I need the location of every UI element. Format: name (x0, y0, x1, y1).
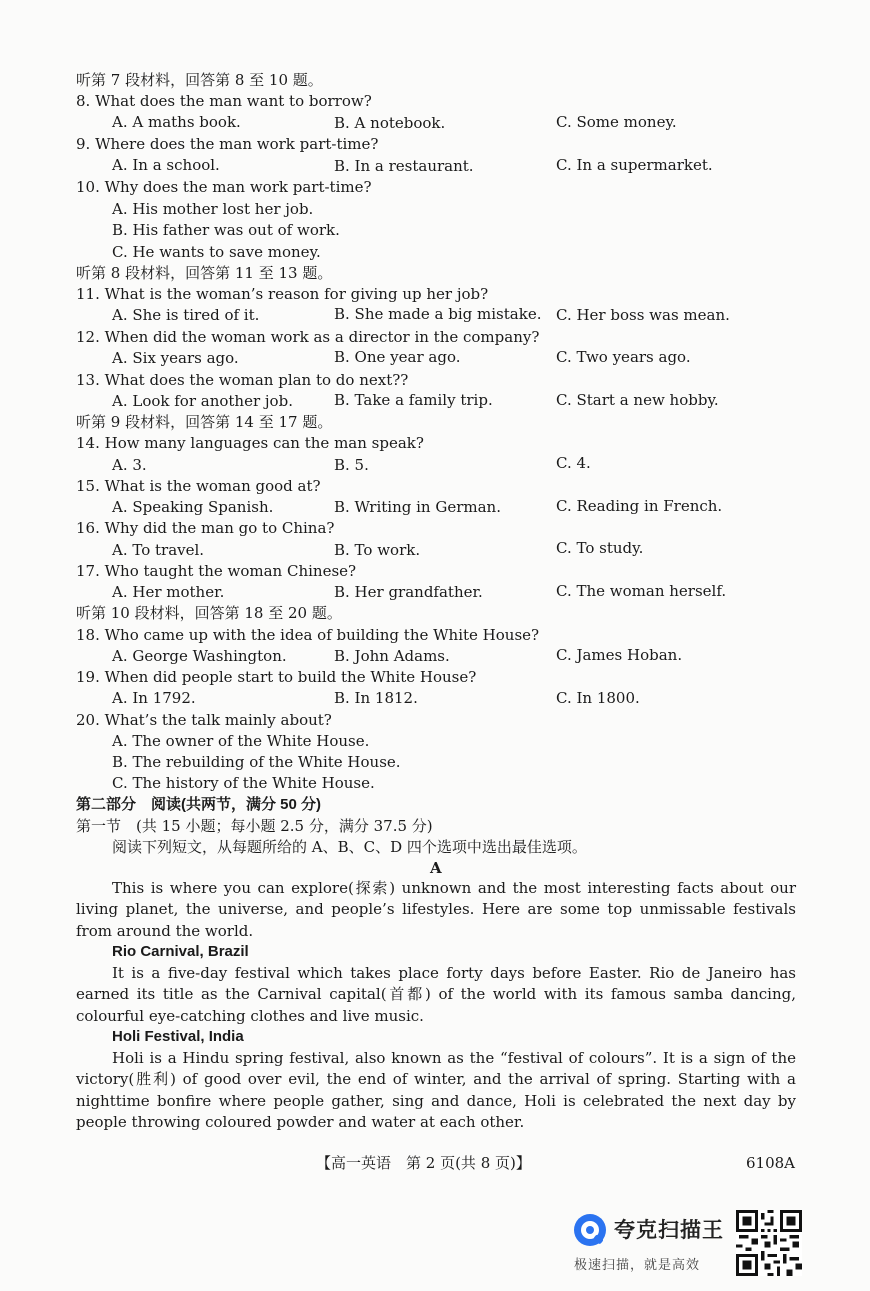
q9-option-b: B. In a restaurant. (334, 157, 474, 175)
q10-option-c: C. He wants to save money. (112, 243, 321, 261)
question-18: 18. Who came up with the idea of building the White House? (76, 626, 540, 644)
q14-option-c: C. 4. (556, 454, 591, 472)
intro-text: This is where you can explore(探索) unknown and the most interesting facts about our living planet, the universe, and people’s lifestyles. Here are some top unmissable festivals from around the world. (76, 879, 796, 940)
scanner-slogan: 极速扫描，就是高效 (574, 1258, 701, 1273)
q14-option-b: B. 5. (334, 456, 369, 474)
question-9: 9. Where does the man work part-time? (76, 135, 379, 153)
question-10: 10. Why does the man work part-time? (76, 178, 372, 196)
q9-option-c: C. In a supermarket. (556, 156, 713, 174)
q18-option-a: A. George Washington. (112, 647, 287, 665)
q15-option-b: B. Writing in German. (334, 498, 501, 516)
holi-festival-title: Holi Festival, India (112, 1028, 244, 1045)
q13-option-b: B. Take a family trip. (334, 391, 493, 409)
q18-option-c: C. James Hoban. (556, 646, 683, 664)
passage-label: A (430, 859, 442, 877)
scanner-watermark (572, 1210, 804, 1280)
q10-option-a: A. His mother lost her job. (112, 200, 314, 218)
q15-option-c: C. Reading in French. (556, 497, 723, 515)
rio-carnival-title: Rio Carnival, Brazil (112, 943, 249, 960)
q13-option-a: A. Look for another job. (112, 392, 293, 410)
q19-option-b: B. In 1812. (334, 689, 418, 707)
q16-option-c: C. To study. (556, 539, 644, 557)
q20-option-b: B. The rebuilding of the White House. (112, 753, 401, 771)
q15-option-a: A. Speaking Spanish. (112, 498, 274, 516)
q17-option-a: A. Her mother. (112, 583, 225, 601)
rio-carnival-paragraph (76, 963, 796, 1027)
q13-option-c: C. Start a new hobby. (556, 391, 719, 409)
q8-option-a: A. A maths book. (112, 113, 241, 131)
question-17: 17. Who taught the woman Chinese? (76, 562, 357, 580)
reading-instruction: 阅读下列短文，从每题所给的 A、B、C、D 四个选项中选出最佳选项。 (112, 838, 587, 856)
q8-option-b: B. A notebook. (334, 114, 446, 132)
question-15: 15. What is the woman good at? (76, 477, 321, 495)
q16-option-a: A. To travel. (112, 541, 205, 559)
holi-festival-paragraph (76, 1048, 796, 1133)
q20-option-c: C. The history of the White House. (112, 774, 375, 792)
section-8-heading: 听第 8 段材料，回答第 11 至 13 题。 (76, 264, 333, 282)
section-1-heading: 第一节 (共 15 小题；每小题 2.5 分，满分 37.5 分) (76, 817, 433, 835)
question-19: 19. When did people start to build the White House? (76, 668, 477, 686)
intro-paragraph (76, 878, 796, 942)
section-9-heading: 听第 9 段材料，回答第 14 至 17 题。 (76, 413, 333, 431)
q17-option-c: C. The woman herself. (556, 582, 727, 600)
q19-option-a: A. In 1792. (112, 689, 196, 707)
question-12: 12. When did the woman work as a director in the company? (76, 328, 540, 346)
q17-option-b: B. Her grandfather. (334, 583, 483, 601)
question-8: 8. What does the man want to borrow? (76, 92, 372, 110)
rio-carnival-text: It is a five-day festival which takes place forty days before Easter. Rio de Janeiro has earned its title as the Carnival capital(首都) of the world with its famous samba dancing, colourful eye-catching clothes and live music. (76, 964, 796, 1025)
q19-option-c: C. In 1800. (556, 689, 640, 707)
paper-code: 6108A (746, 1154, 796, 1172)
q12-option-a: A. Six years ago. (112, 349, 239, 367)
question-16: 16. Why did the man go to China? (76, 519, 335, 537)
page-footer: 【高一英语 第 2 页(共 8 页)】 (316, 1154, 531, 1172)
q11-option-a: A. She is tired of it. (112, 306, 260, 324)
section-7-heading: 听第 7 段材料，回答第 8 至 10 题。 (76, 71, 323, 89)
q10-option-b: B. His father was out of work. (112, 221, 340, 239)
question-13: 13. What does the woman plan to do next?? (76, 371, 409, 389)
q8-option-c: C. Some money. (556, 113, 677, 131)
qr-code-icon (736, 1210, 802, 1276)
q20-option-a: A. The owner of the White House. (112, 732, 370, 750)
part-2-heading: 第二部分 阅读(共两节，满分 50 分) (76, 796, 322, 813)
scanner-app-name: 夸克扫描王 (614, 1218, 724, 1242)
q11-option-b: B. She made a big mistake. (334, 305, 542, 323)
quark-logo-icon (572, 1212, 608, 1248)
q18-option-b: B. John Adams. (334, 647, 450, 665)
q14-option-a: A. 3. (112, 456, 147, 474)
q12-option-b: B. One year ago. (334, 348, 461, 366)
q9-option-a: A. In a school. (112, 156, 220, 174)
question-14: 14. How many languages can the man speak? (76, 434, 424, 452)
q12-option-c: C. Two years ago. (556, 348, 691, 366)
q11-option-c: C. Her boss was mean. (556, 306, 730, 324)
question-20: 20. What’s the talk mainly about? (76, 711, 332, 729)
section-10-heading: 听第 10 段材料，回答第 18 至 20 题。 (76, 604, 342, 622)
question-11: 11. What is the woman’s reason for giving up her job? (76, 285, 489, 303)
holi-festival-text: Holi is a Hindu spring festival, also known as the “festival of colours”. It is a sign of the victory(胜利) of good over evil, the end of winter, and the arrival of spring. Starting with a nighttime bonfire where people gather, sing and dance, Holi is celebrated the next day by people throwing coloured powder and water at each other. (76, 1049, 796, 1131)
q16-option-b: B. To work. (334, 541, 421, 559)
